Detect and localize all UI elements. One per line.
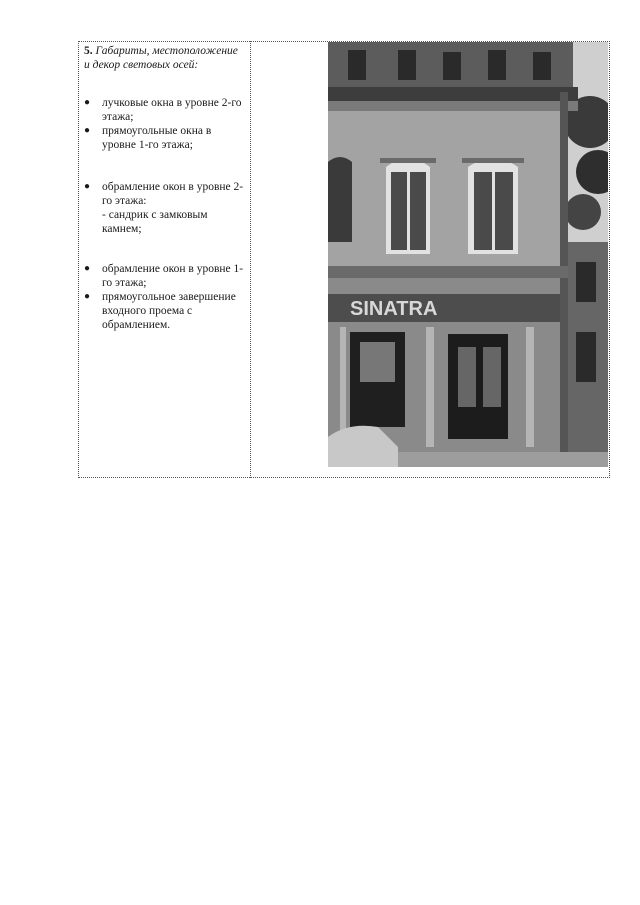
description-cell: [84, 44, 246, 332]
bullet-icon: ●: [84, 291, 91, 302]
list-subitem: - сандрик с замковым камнем;: [102, 209, 208, 235]
bullet-icon: ●: [84, 181, 91, 192]
section-heading: [84, 44, 246, 72]
bullet-icon: ●: [84, 263, 91, 274]
column-divider: [250, 41, 251, 478]
list-item-text: обрамление окон в уровне 1-го этажа;: [102, 263, 244, 289]
bullet-icon: ●: [84, 125, 91, 136]
section-title: Габариты, местоположение и декор световых осей:: [84, 45, 238, 71]
list-item: [84, 290, 246, 332]
list-item-text: прямоугольное завершение входного проема с обрамлением.: [102, 291, 236, 331]
shop-sign-text: SINATRA: [350, 298, 438, 320]
list-item: [84, 262, 246, 290]
list-item: [84, 124, 246, 152]
bullet-icon: ●: [84, 97, 91, 108]
list-item-text: прямоугольные окна в уровне 1-го этажа;: [102, 125, 212, 151]
section-number: 5.: [84, 45, 93, 57]
list-item: [84, 180, 246, 208]
list-item-text: лучковые окна в уровне 2-го этажа;: [102, 97, 242, 123]
list-item: [84, 96, 246, 124]
facade-illustration: [328, 42, 608, 467]
building-facade-photo: [328, 42, 608, 467]
list-item-text: обрамление окон в уровне 2-го этажа:: [102, 181, 244, 207]
